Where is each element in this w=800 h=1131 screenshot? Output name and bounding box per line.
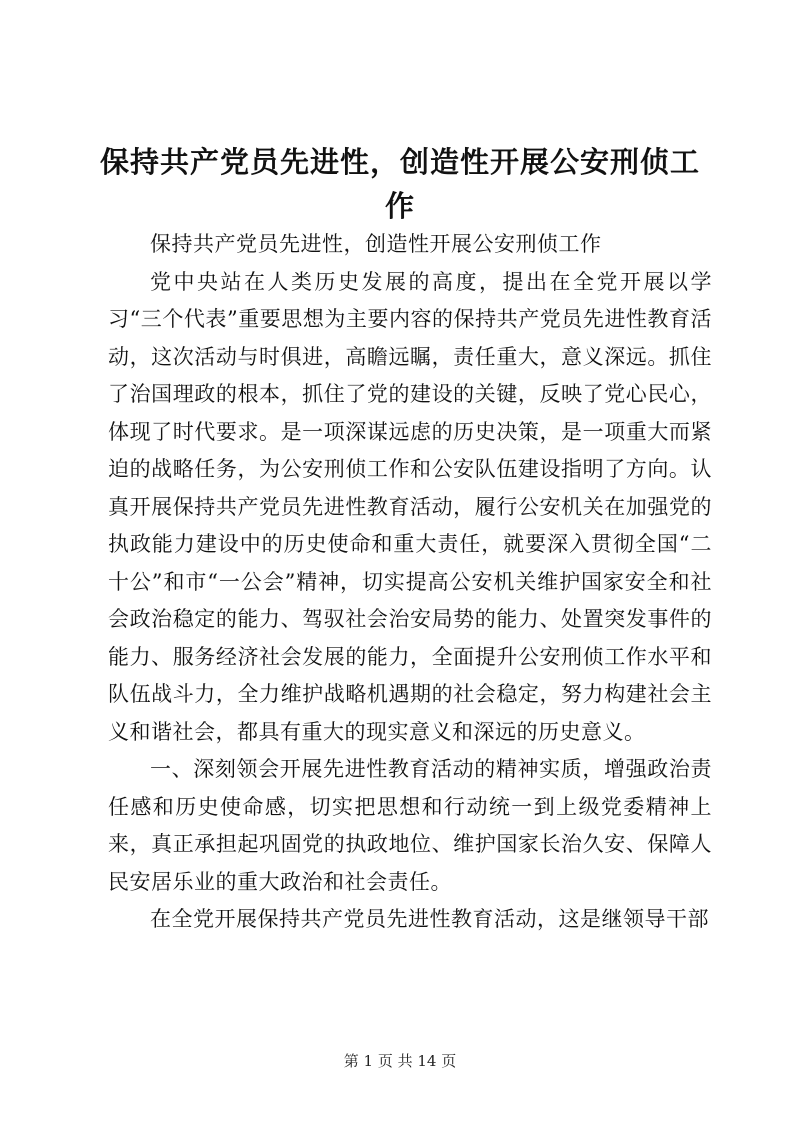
intro-paragraph: 党中央站在人类历史发展的高度，提出在全党开展以学习“三个代表”重要思想为主要内容的保持共产党员先进性教育活动，这次活动与时俱进，高瞻远瞩，责任重大，意义深远。抓住了治国理政的根本，抓住了党的建设的关键，反映了党心民心，体现了时代要求。是一项深谋远虑的历史决策，是一项重大而紧迫的战略任务，为公安刑侦工作和公安队伍建设指明了方向。认真开展保持共产党员先进性教育活动，履行公安机关在加强党的执政能力建设中的历史使命和重大责任，就要深入贯彻全国“二十公”和市“一公会”精神，切实提高公安机关维护国家安全和社会政治稳定的能力、驾驭社会治安局势的能力、处置突发事件的能力、服务经济社会发展的能力，全面提升公安刑侦工作水平和队伍战斗力，全力维护战略机遇期的社会稳定，努力构建社会主义和谐社会，都具有重大的现实意义和深远的历史意义。 — [108, 269, 712, 744]
document-body — [108, 226, 712, 939]
page-footer: 第 1 页 共 14 页 — [343, 1052, 457, 1070]
document-title: 保持共产党员先进性，创造性开展公安刑侦工作 — [99, 145, 700, 223]
subtitle-paragraph: 保持共产党员先进性，创造性开展公安刑侦工作 — [150, 232, 602, 256]
continuation-paragraph: 在全党开展保持共产党员先进性教育活动，这是继领导干部 — [150, 907, 709, 931]
section-one-paragraph: 一、深刻领会开展先进性教育活动的精神实质，增强政治责任感和历史使命感，切实把思想和行动统一到上级党委精神上来，真正承担起巩固党的执政地位、维护国家长治久安、保障人民安居乐业的重大政治和社会责任。 — [108, 757, 712, 894]
